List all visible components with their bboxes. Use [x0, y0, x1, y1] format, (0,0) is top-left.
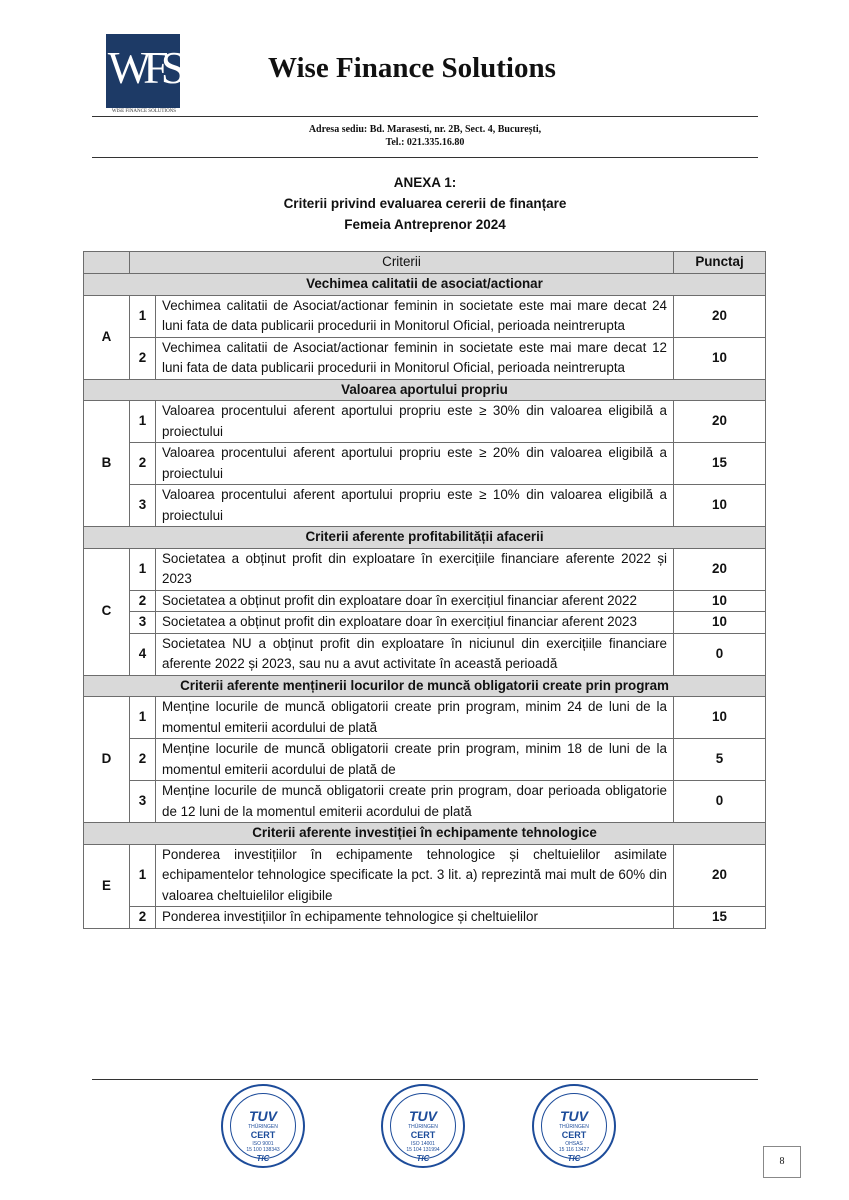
header-score: Punctaj: [674, 252, 766, 274]
row-number: 2: [130, 337, 156, 379]
company-address: Adresa sediu: Bd. Marasesti, nr. 2B, Sect. 4, București,: [308, 124, 542, 135]
section-letter: D: [84, 697, 130, 823]
row-score: 20: [674, 295, 766, 337]
header-blank-cell: [84, 252, 130, 274]
badge-region: THÜRINGEN: [408, 1124, 438, 1130]
row-score: 0: [674, 633, 766, 675]
badge-standard: ISO 14001 15 104 131994: [406, 1141, 440, 1153]
badge-tic: TIC: [567, 1154, 581, 1163]
badge-standard: OHSAS 15 116 13427: [558, 1141, 590, 1153]
header-rule-bottom: [92, 157, 758, 158]
table-row: [84, 337, 766, 379]
logo-caption: WISE FINANCE SOLUTIONS: [111, 109, 177, 114]
row-score: 10: [674, 590, 766, 612]
section-title: Vechimea calitatii de asociat/actionar: [84, 274, 766, 296]
section-letter: E: [84, 844, 130, 928]
row-text: Societatea a obținut profit din exploatare doar în exercițiul financiar aferent 2023: [156, 612, 674, 634]
section-header-row: [84, 379, 766, 401]
section-title: Criterii aferente profitabilității afacerii: [84, 527, 766, 549]
table-row: [84, 590, 766, 612]
row-text: Valoarea procentului aferent aportului propriu este ≥ 10% din valoarea eligibilă a proiectului: [156, 485, 674, 527]
row-text: Valoarea procentului aferent aportului propriu este ≥ 20% din valoarea eligibilă a proiectului: [156, 443, 674, 485]
row-score: 0: [674, 781, 766, 823]
section-letter: A: [84, 295, 130, 379]
badge-tic: TIC: [416, 1154, 430, 1163]
tuv-iso14001-badge: [381, 1084, 465, 1168]
section-title: Criterii aferente menținerii locurilor de muncă obligatorii create prin program: [84, 675, 766, 697]
badge-cert: CERT: [250, 1130, 276, 1140]
row-number: 4: [130, 633, 156, 675]
row-text: Menține locurile de muncă obligatorii create prin program, doar perioada obligatorie de 12 luni de la momentul emiterii acordului de plată: [156, 781, 674, 823]
badge-region: THÜRINGEN: [248, 1124, 278, 1130]
header-rule-top: [92, 116, 758, 117]
badge-standard: ISO 9001 15 100 138343: [246, 1141, 280, 1153]
section-header-row: [84, 527, 766, 549]
table-row: [84, 907, 766, 929]
row-text: Menține locurile de muncă obligatorii create prin program, minim 18 de luni de la momentul emiterii acordului de plată de: [156, 739, 674, 781]
row-number: 1: [130, 697, 156, 739]
row-score: 10: [674, 485, 766, 527]
table-row: [84, 401, 766, 443]
row-number: 2: [130, 739, 156, 781]
footer-rule: [92, 1079, 758, 1080]
table-row: [84, 485, 766, 527]
badge-region: THÜRINGEN: [559, 1124, 589, 1130]
criteria-table: [83, 251, 766, 929]
row-score: 20: [674, 548, 766, 590]
row-text: Vechimea calitatii de Asociat/actionar feminin in societate este mai mare decat 24 luni fata de data publicarii procedurii in Monitorul Oficial, perioada neintrerupta: [156, 295, 674, 337]
company-logo: [106, 34, 180, 108]
table-row: [84, 612, 766, 634]
row-number: 2: [130, 443, 156, 485]
table-row: [84, 633, 766, 675]
row-number: 1: [130, 401, 156, 443]
row-score: 10: [674, 612, 766, 634]
table-row: [84, 781, 766, 823]
badge-brand: TUV: [409, 1108, 437, 1124]
row-number: 1: [130, 548, 156, 590]
row-number: 3: [130, 781, 156, 823]
row-text: Ponderea investițiilor în echipamente tehnologice și cheltuielilor asimilate echipamentelor tehnologice specificate la pct. 3 lit. a) reprezintă mai mult de 60% din valoarea cheltuielilor eligibile: [156, 844, 674, 907]
row-text: Vechimea calitatii de Asociat/actionar feminin in societate este mai mare decat 12 luni fata de data publicarii procedurii in Monitorul Oficial, perioada neintrerupta: [156, 337, 674, 379]
row-number: 2: [130, 590, 156, 612]
company-phone: Tel.: 021.335.16.80: [385, 137, 465, 148]
section-title: Criterii aferente investiției în echipamente tehnologice: [84, 823, 766, 845]
row-score: 10: [674, 697, 766, 739]
header-criteria: Criterii: [130, 252, 674, 274]
row-score: 15: [674, 907, 766, 929]
badge-tic: TIC: [256, 1154, 270, 1163]
row-score: 5: [674, 739, 766, 781]
badge-cert: CERT: [410, 1130, 436, 1140]
row-score: 20: [674, 401, 766, 443]
row-number: 3: [130, 485, 156, 527]
tuv-iso9001-badge: [221, 1084, 305, 1168]
row-text: Valoarea procentului aferent aportului propriu este ≥ 30% din valoarea eligibilă a proiectului: [156, 401, 674, 443]
row-number: 1: [130, 295, 156, 337]
section-header-row: [84, 675, 766, 697]
row-text: Ponderea investițiilor în echipamente tehnologice și cheltuielilor: [156, 907, 674, 929]
annex-subtitle: Criterii privind evaluarea cererii de finanțare: [283, 196, 567, 211]
row-text: Menține locurile de muncă obligatorii create prin program, minim 24 de luni de la momentul emiterii acordului de plată: [156, 697, 674, 739]
row-score: 15: [674, 443, 766, 485]
table-row: [84, 697, 766, 739]
table-row: [84, 295, 766, 337]
logo-monogram: WFS: [107, 42, 179, 93]
table-header-row: [84, 252, 766, 274]
row-number: 1: [130, 844, 156, 907]
badge-brand: TUV: [560, 1108, 588, 1124]
table-row: [84, 844, 766, 907]
badge-cert: CERT: [561, 1130, 587, 1140]
row-text: Societatea a obținut profit din exploatare doar în exercițiul financiar aferent 2022: [156, 590, 674, 612]
section-letter: C: [84, 548, 130, 675]
section-title: Valoarea aportului propriu: [84, 379, 766, 401]
program-name: Femeia Antreprenor 2024: [344, 217, 506, 232]
annex-title: ANEXA 1:: [393, 175, 457, 190]
row-score: 20: [674, 844, 766, 907]
table-row: [84, 443, 766, 485]
table-row: [84, 548, 766, 590]
section-header-row: [84, 823, 766, 845]
row-number: 3: [130, 612, 156, 634]
page-number: 8: [763, 1146, 801, 1178]
section-header-row: [84, 274, 766, 296]
table-row: [84, 739, 766, 781]
badge-brand: TUV: [249, 1108, 277, 1124]
company-name: Wise Finance Solutions: [268, 52, 556, 84]
tuv-ohsas-badge: [532, 1084, 616, 1168]
section-letter: B: [84, 401, 130, 527]
row-number: 2: [130, 907, 156, 929]
row-text: Societatea a obținut profit din exploatare în exercițiile financiare aferente 2022 și 2023: [156, 548, 674, 590]
row-text: Societatea NU a obținut profit din exploatare în niciunul din exercițiile financiare aferente 2022 și 2023, sau nu a avut activitate în această perioadă: [156, 633, 674, 675]
row-score: 10: [674, 337, 766, 379]
